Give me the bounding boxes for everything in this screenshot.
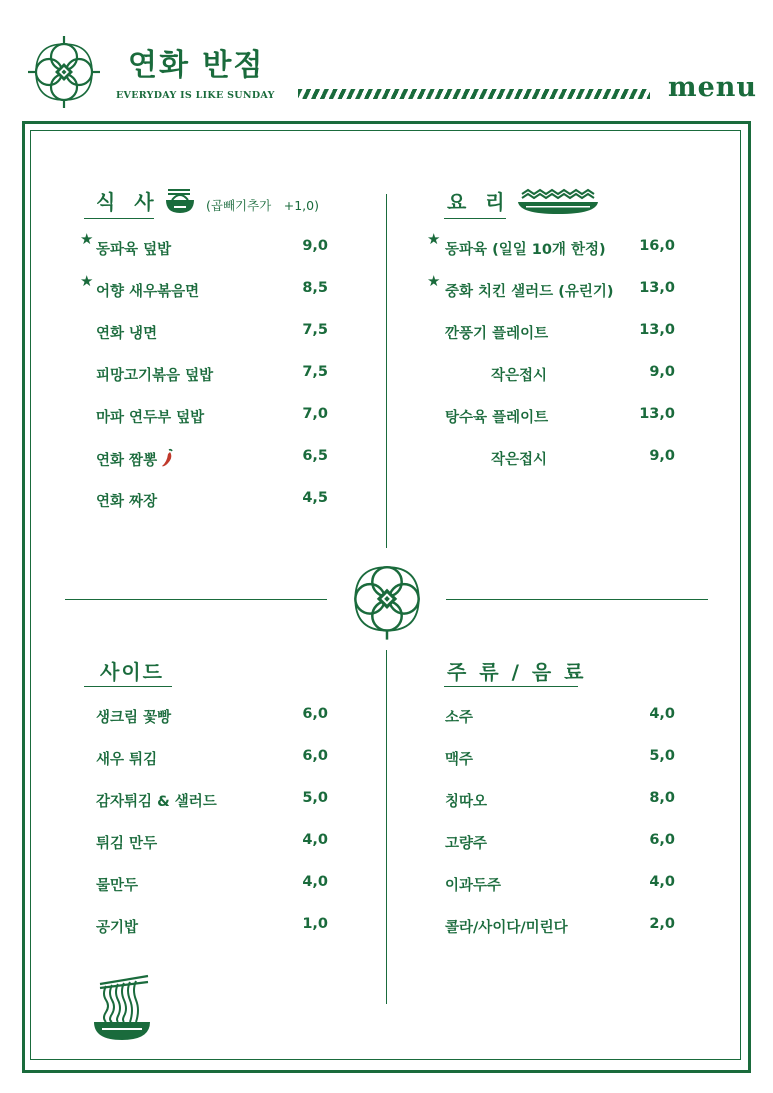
- menu-item: 생크림 꽃빵 6,0: [96, 706, 328, 726]
- menu-item: 깐풍기 플레이트 13,0: [445, 322, 675, 342]
- menu-item-sub: 작은접시 9,0: [491, 448, 675, 468]
- section-underline-meal: [84, 218, 154, 219]
- divider-horizontal-left: [65, 599, 327, 600]
- menu-item: ★ 중화 치킨 샐러드 (유린기) 13,0: [427, 272, 675, 300]
- extra-portion-note: (곱빼기추가 +1,0): [206, 198, 319, 213]
- menu-item: 연화 냉면 7,5: [96, 322, 328, 342]
- divider-vertical-bottom: [386, 650, 387, 1004]
- menu-item: 피망고기볶음 덮밥 7,5: [96, 364, 328, 384]
- section-title-dish: 요 리: [447, 190, 511, 214]
- menu-item: 콜라/사이다/미린다 2,0: [445, 916, 675, 936]
- plate-icon: [516, 188, 600, 216]
- menu-item: 탕수육 플레이트 13,0: [445, 406, 675, 426]
- menu-item: 마파 연두부 덮밥 7,0: [96, 406, 328, 426]
- menu-item: 연화 짜장 4,5: [96, 490, 328, 510]
- recommended-star-icon: ★: [80, 272, 94, 290]
- section-title-drinks: 주 류 / 음 료: [447, 660, 587, 684]
- recommended-star-icon: ★: [427, 272, 441, 290]
- menu-item: 공기밥 1,0: [96, 916, 328, 936]
- menu-item: 새우 튀김 6,0: [96, 748, 328, 768]
- menu-item: 이과두주 4,0: [445, 874, 675, 894]
- menu-item: 튀김 만두 4,0: [96, 832, 328, 852]
- menu-item: ★ 동파육 덮밥 9,0: [80, 230, 328, 258]
- section-title-meal: 식 사: [96, 190, 160, 214]
- menu-item: 감자튀김 & 샐러드 5,0: [96, 790, 328, 810]
- menu-item: 칭따오 8,0: [445, 790, 675, 810]
- menu-item: 연화 짬뽕 6,5: [96, 448, 328, 469]
- section-title-side: 사이드: [100, 660, 164, 684]
- menu-item: ★ 동파육 (일일 10개 한정) 16,0: [427, 230, 675, 258]
- menu-item: 소주 4,0: [445, 706, 675, 726]
- menu-item-sub: 작은접시 9,0: [491, 364, 675, 384]
- restaurant-name: 연화 반점: [128, 48, 265, 83]
- noodle-bowl-icon: [92, 972, 152, 1044]
- menu-label: menu: [668, 72, 758, 103]
- center-emblem-icon: [344, 558, 430, 642]
- tagline: EVERYDAY IS LIKE SUNDAY: [116, 90, 275, 101]
- section-underline-drinks: [444, 686, 578, 687]
- recommended-star-icon: ★: [427, 230, 441, 248]
- chili-pepper-icon: [161, 448, 175, 468]
- divider-vertical-top: [386, 194, 387, 548]
- logo-emblem-icon: [26, 36, 102, 110]
- menu-item: 고량주 6,0: [445, 832, 675, 852]
- recommended-star-icon: ★: [80, 230, 94, 248]
- decorative-stripes: [298, 89, 650, 99]
- section-underline-dish: [444, 218, 506, 219]
- divider-horizontal-right: [446, 599, 708, 600]
- menu-item: 맥주 5,0: [445, 748, 675, 768]
- menu-item: 물만두 4,0: [96, 874, 328, 894]
- section-underline-side: [84, 686, 172, 687]
- bowl-icon: [164, 186, 196, 216]
- menu-item: ★ 어향 새우볶음면 8,5: [80, 272, 328, 300]
